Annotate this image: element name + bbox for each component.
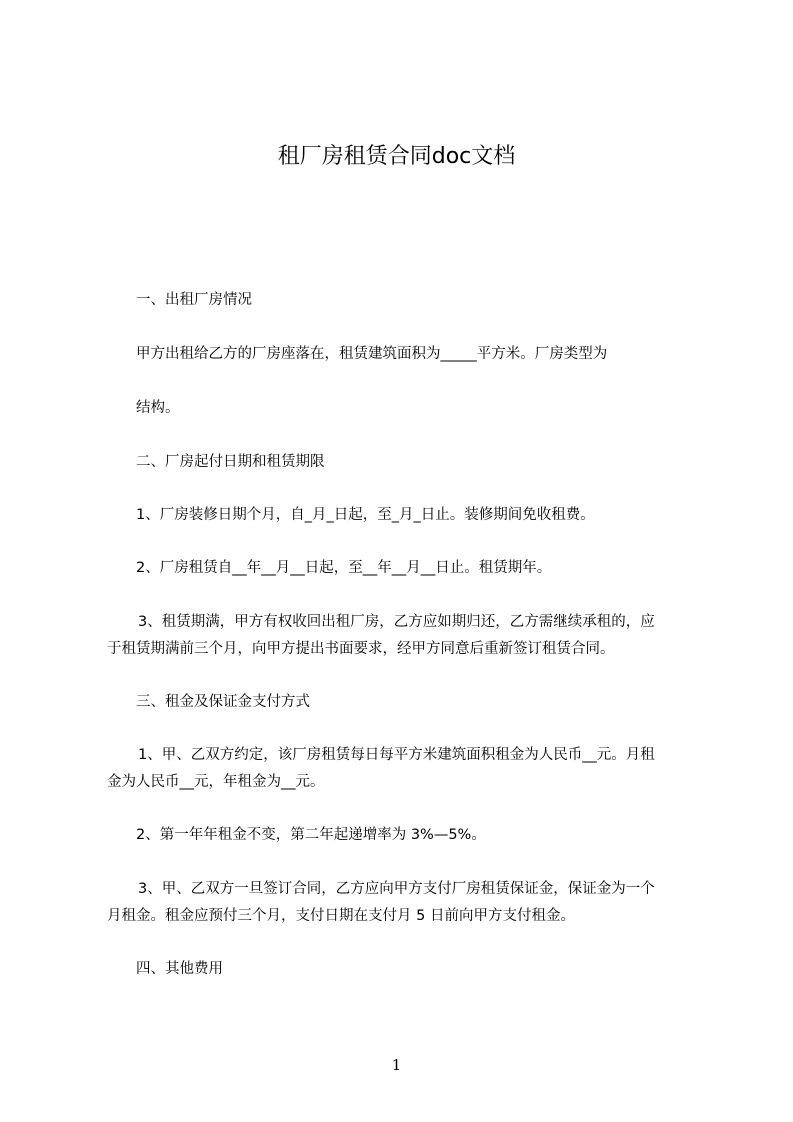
section-heading-1: 一、出租厂房情况 <box>136 292 252 308</box>
page-number: 1 <box>391 1056 402 1074</box>
paragraph-line: 3、租赁期满，甲方有权收回出租厂房，乙方应如期归还，乙方需继续承租的，应 <box>138 614 655 630</box>
section-heading-4: 四、其他费用 <box>136 961 223 977</box>
paragraph-line: 于租赁期满前三个月，向甲方提出书面要求，经甲方同意后重新签订租赁合同。 <box>107 641 615 657</box>
paragraph-line: 3、甲、乙双方一旦签订合同，乙方应向甲方支付厂房租赁保证金，保证金为一个 <box>138 881 655 897</box>
paragraph-line: 月租金。租金应预付三个月，支付日期在支付月 5 日前向甲方支付租金。 <box>107 908 575 924</box>
paragraph-line: 1、甲、乙双方约定，该厂房租赁每日每平方米建筑面积租金为人民币__元。月租 <box>138 747 655 763</box>
paragraph-line: 1、厂房装修日期个月，自_月_日起，至_月_日止。装修期间免收租费。 <box>136 507 595 523</box>
section-heading-2: 二、厂房起付日期和租赁期限 <box>136 454 325 470</box>
paragraph-line: 结构。 <box>136 400 180 416</box>
paragraph-line: 2、厂房租赁自__年__月__日起，至__年__月__日止。租赁期年。 <box>136 560 552 576</box>
paragraph-line: 甲方出租给乙方的厂房座落在，租赁建筑面积为_____平方米。厂房类型为 <box>136 346 608 362</box>
paragraph-line: 2、第一年年租金不变，第二年起递增率为 3%—5%。 <box>136 827 486 843</box>
section-heading-3: 三、租金及保证金支付方式 <box>136 694 310 710</box>
paragraph-line: 金为人民币__元，年租金为__元。 <box>107 774 325 790</box>
document-title: 租厂房租赁合同doc文档 <box>277 144 516 169</box>
